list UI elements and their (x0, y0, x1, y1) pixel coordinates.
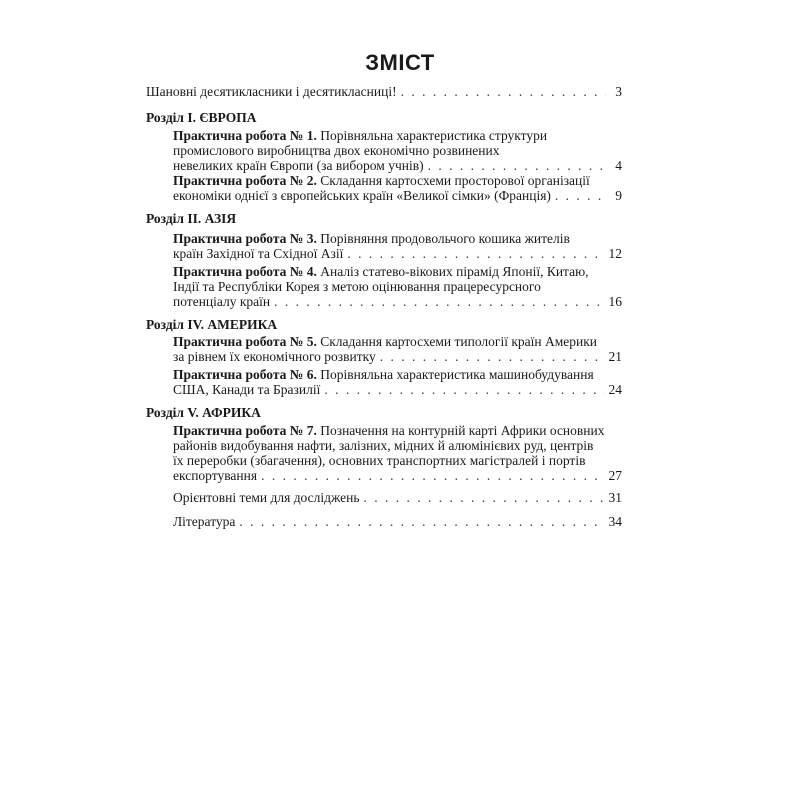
work-label: Практична робота № 5. (173, 334, 317, 349)
section-heading-africa: Розділ V. АФРИКА (146, 405, 261, 420)
page-number: 12 (608, 246, 622, 261)
work-title-line: їх переробки (збагачення), основних транспортних магістралей і портів (173, 453, 586, 468)
toc-entry-text: Шановні десятикласники і десятикласниці! (146, 84, 397, 99)
work-title-line: Складання картосхеми типології країн Америки (320, 334, 598, 349)
page-number: 4 (615, 158, 622, 173)
toc-entry-text: Орієнтовні теми для досліджень (173, 490, 360, 505)
page-number: 21 (608, 349, 622, 364)
dot-leader (324, 382, 604, 397)
toc-entry-literature[interactable] (173, 514, 622, 529)
work-label: Практична робота № 7. (173, 423, 317, 438)
work-title-line: США, Канади та Бразилії (173, 382, 321, 397)
work-title-line: експортування (173, 468, 258, 483)
work-title-line: невеликих країн Європи (за вибором учнів) (173, 158, 424, 173)
toc-entry-work-7[interactable] (173, 423, 622, 483)
work-title-line: Позначення на контурній карті Африки основних (320, 423, 605, 438)
page-number: 24 (608, 382, 622, 397)
toc-entry-intro[interactable] (146, 84, 622, 99)
dot-leader (380, 349, 605, 364)
dot-leader (555, 188, 606, 203)
toc-entry-work-1[interactable] (173, 128, 622, 173)
work-title-line: Індії та Республіки Корея з метою оцінювання працересурсного (173, 279, 541, 294)
toc-entry-work-4[interactable] (173, 264, 622, 309)
dot-leader (239, 514, 604, 529)
page-number: 3 (615, 84, 622, 99)
dot-leader (401, 84, 606, 99)
section-heading-europe: Розділ І. ЄВРОПА (146, 110, 257, 125)
work-title-line: Аналіз статево-вікових пірамід Японії, Китаю, (320, 264, 589, 279)
work-title-line: за рівнем їх економічного розвитку (173, 349, 376, 364)
work-title-line: потенціалу країн (173, 294, 271, 309)
work-title-line: Складання картосхеми просторової організації (320, 173, 590, 188)
work-title-line: країн Західної та Східної Азії (173, 246, 344, 261)
page-title: ЗМІСТ (365, 50, 435, 75)
work-label: Практична робота № 4. (173, 264, 317, 279)
work-label: Практична робота № 2. (173, 173, 317, 188)
dot-leader (261, 468, 604, 483)
dot-leader (364, 490, 605, 505)
dot-leader (274, 294, 604, 309)
work-title-line: районів видобування нафти, залізних, мідних й алюмінієвих руд, центрів (173, 438, 594, 453)
toc-entry-work-6[interactable] (173, 367, 622, 397)
page-number: 31 (608, 490, 622, 505)
page-number: 16 (608, 294, 622, 309)
toc-entry-text: Література (173, 514, 236, 529)
work-title-line: промислового виробництва двох економічно розвинених (173, 143, 500, 158)
work-title-line: економіки однієї з європейських країн «Великої сімки» (Франція) (173, 188, 551, 203)
toc-entry-work-5[interactable] (173, 334, 622, 364)
toc-entry-research-topics[interactable] (173, 490, 622, 505)
dot-leader (428, 158, 606, 173)
work-label: Практична робота № 1. (173, 128, 317, 143)
work-label: Практична робота № 6. (173, 367, 317, 382)
work-title-line: Порівняльна характеристика машинобудування (320, 367, 594, 382)
work-title-line: Порівняння продовольчого кошика жителів (320, 231, 570, 246)
toc-entry-work-3[interactable] (173, 231, 622, 261)
dot-leader (347, 246, 604, 261)
section-heading-america: Розділ IV. АМЕРИКА (146, 317, 278, 332)
page-number: 27 (608, 468, 622, 483)
page-number: 34 (608, 514, 622, 529)
toc-entry-work-2[interactable] (173, 173, 622, 203)
work-title-line: Порівняльна характеристика структури (320, 128, 548, 143)
section-heading-asia: Розділ ІІ. АЗІЯ (146, 211, 237, 226)
page-number: 9 (615, 188, 622, 203)
work-label: Практична робота № 3. (173, 231, 317, 246)
